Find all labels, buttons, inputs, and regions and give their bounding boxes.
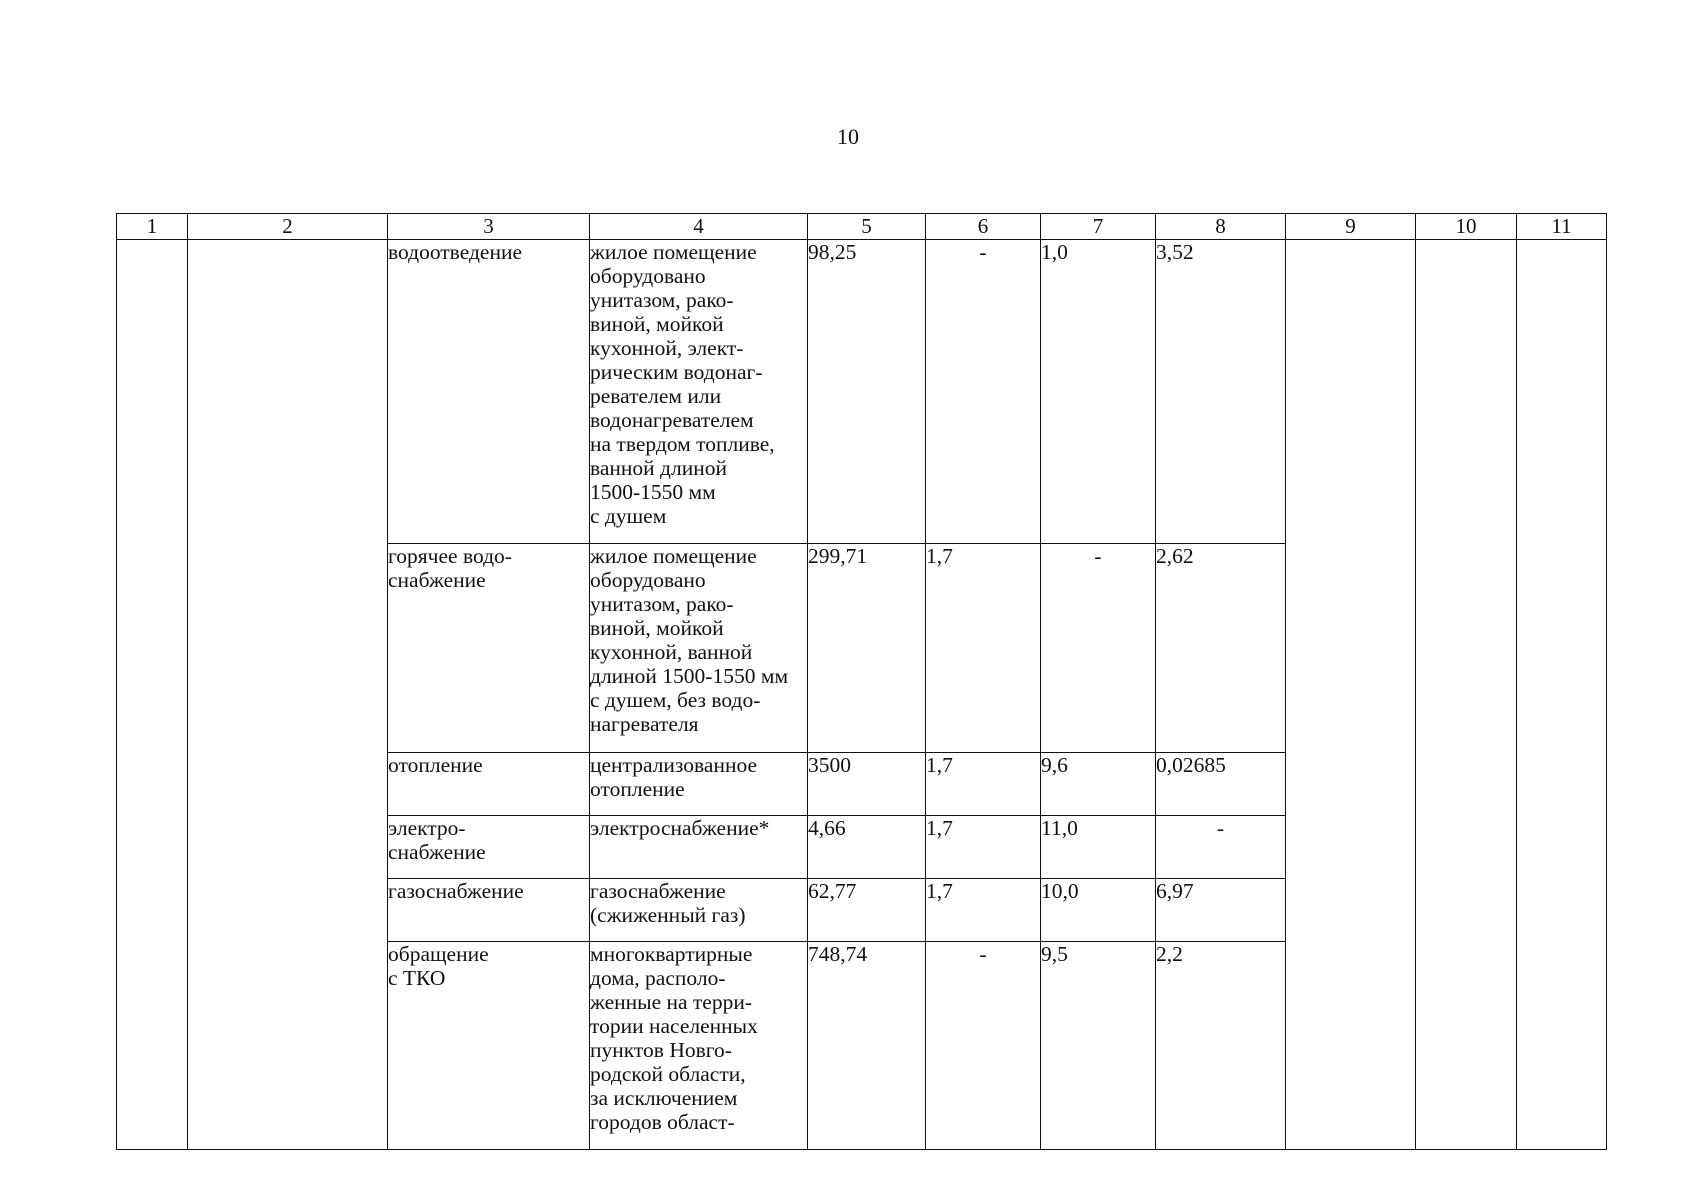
value-col6: -: [926, 240, 1041, 544]
tariff-table: [116, 213, 1607, 1150]
value-col6: 1,7: [926, 816, 1041, 879]
value-col5: 299,71: [808, 544, 926, 753]
value-col7: 9,5: [1041, 942, 1156, 1150]
column-number: 2: [188, 214, 388, 240]
value-col8: 2,2: [1156, 942, 1286, 1150]
value-col7: 9,6: [1041, 753, 1156, 816]
value-col7: 10,0: [1041, 879, 1156, 942]
col11-empty-cell: [1517, 240, 1607, 1150]
column-number-row: [117, 214, 1607, 240]
value-col6: 1,7: [926, 879, 1041, 942]
value-col7: 1,0: [1041, 240, 1156, 544]
service-description: многоквартирные дома, располо- женные на терри- тории населенных пунктов Новго- родской области, за исключением городов област-: [590, 942, 808, 1150]
col1-empty-cell: [117, 240, 188, 1150]
value-col8: 0,02685: [1156, 753, 1286, 816]
column-number: 1: [117, 214, 188, 240]
column-number: 6: [926, 214, 1041, 240]
value-col6: 1,7: [926, 753, 1041, 816]
value-col8: 3,52: [1156, 240, 1286, 544]
service-description: жилое помещение оборудовано унитазом, рако- виной, мойкой кухонной, элект- рическим водонаг- ревателем или водонагревателем на твердом топливе, ванной длиной 1500-1550 мм с душем: [590, 240, 808, 544]
value-col5: 3500: [808, 753, 926, 816]
service-description: газоснабжение (сжиженный газ): [590, 879, 808, 942]
value-col8: 6,97: [1156, 879, 1286, 942]
value-col8: 2,62: [1156, 544, 1286, 753]
column-number: 10: [1416, 214, 1517, 240]
column-number: 4: [590, 214, 808, 240]
service-name: отопление: [388, 753, 590, 816]
service-description: жилое помещение оборудовано унитазом, рако- виной, мойкой кухонной, ванной длиной 1500-1550 мм с душем, без водо- нагревателя: [590, 544, 808, 753]
col9-empty-cell: [1286, 240, 1416, 1150]
service-name: горячее водо- снабжение: [388, 544, 590, 753]
service-name: водоотведение: [388, 240, 590, 544]
value-col7: -: [1041, 544, 1156, 753]
column-number: 3: [388, 214, 590, 240]
column-number: 5: [808, 214, 926, 240]
column-number: 8: [1156, 214, 1286, 240]
column-number: 9: [1286, 214, 1416, 240]
col10-empty-cell: [1416, 240, 1517, 1150]
value-col5: 4,66: [808, 816, 926, 879]
table-row: [117, 240, 1607, 544]
value-col6: 1,7: [926, 544, 1041, 753]
value-col7: 11,0: [1041, 816, 1156, 879]
value-col5: 748,74: [808, 942, 926, 1150]
value-col6: -: [926, 942, 1041, 1150]
column-number: 11: [1517, 214, 1607, 240]
service-name: газоснабжение: [388, 879, 590, 942]
page-number: 10: [837, 124, 859, 149]
service-description: электроснабжение*: [590, 816, 808, 879]
col2-empty-cell: [188, 240, 388, 1150]
service-name: электро- снабжение: [388, 816, 590, 879]
value-col8: -: [1156, 816, 1286, 879]
column-number: 7: [1041, 214, 1156, 240]
value-col5: 98,25: [808, 240, 926, 544]
service-description: централизованное отопление: [590, 753, 808, 816]
value-col5: 62,77: [808, 879, 926, 942]
service-name: обращение с ТКО: [388, 942, 590, 1150]
